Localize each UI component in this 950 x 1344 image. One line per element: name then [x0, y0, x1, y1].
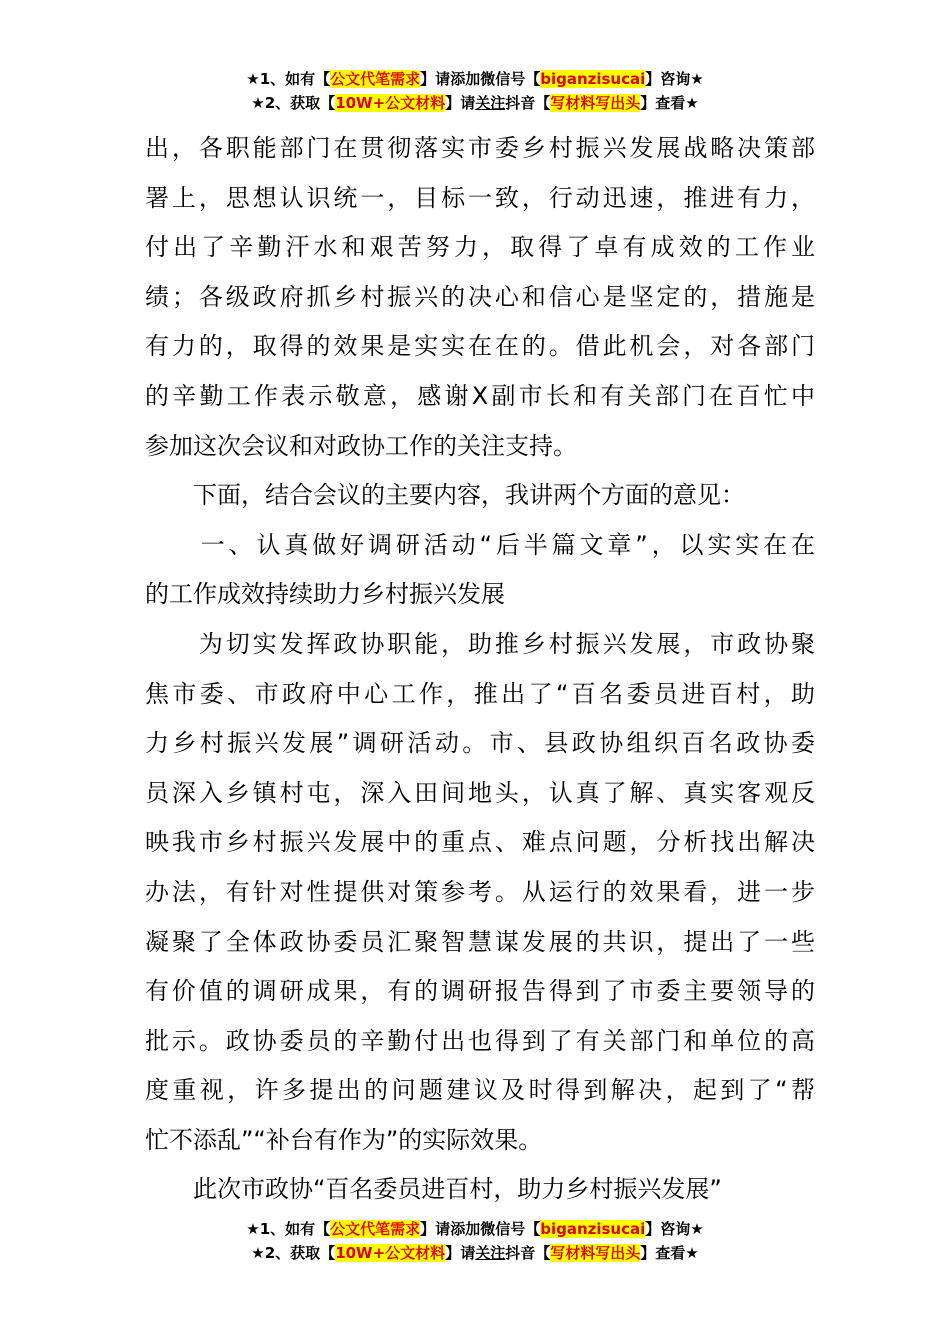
banner-strong: 添加 [450, 70, 481, 88]
banner-strong: 关注 [475, 94, 506, 112]
body-line: 下面，结合会议的主要内容，我讲两个方面的意见： [145, 481, 745, 510]
section-heading-line: 的工作成效持续助力乡村振兴发展 [145, 580, 505, 609]
document-body [145, 124, 815, 1215]
body-line: 力乡村振兴发展”调研活动。市、县政协组织百名政协委 [145, 729, 815, 758]
body-line: 批示。政协委员的辛勤付出也得到了有关部门和单位的高 [145, 1026, 815, 1055]
banner-text: 微信号【 [480, 1220, 541, 1238]
banner-text: ★1、如有【 [246, 70, 331, 88]
banner-text: 】请 [445, 94, 476, 112]
banner-highlight: 10W+公文材料 [335, 1244, 446, 1262]
banner-text: 】请 [445, 1244, 476, 1262]
banner-text: 】请 [420, 1220, 451, 1238]
banner-strong: 添加 [450, 1220, 481, 1238]
section-heading-line: 一、认真做好调研活动“后半篇文章”，以实实在在 [145, 530, 815, 559]
banner-text: 抖音【 [505, 1244, 551, 1262]
banner-highlight: biganzisucai [540, 1220, 646, 1238]
body-line: 有价值的调研成果，有的调研报告得到了市委主要领导的 [145, 977, 815, 1006]
header-banner-line-1 [0, 68, 950, 90]
banner-text: ★2、获取【 [251, 94, 336, 112]
banner-text: 】咨询★ [645, 70, 704, 88]
banner-highlight: 10W+公文材料 [335, 94, 446, 112]
banner-highlight: 写材料写出头 [550, 1244, 641, 1262]
body-line: 焦市委、市政府中心工作，推出了“百名委员进百村，助 [145, 679, 815, 708]
body-line: 办法，有针对性提供对策参考。从运行的效果看，进一步 [145, 877, 815, 906]
header-banner-line-2 [0, 92, 950, 114]
banner-strong: 关注 [475, 1244, 506, 1262]
body-line: 度重视，许多提出的问题建议及时得到解决，起到了“帮 [145, 1076, 815, 1105]
body-line: 参加这次会议和对政协工作的关注支持。 [145, 431, 577, 460]
body-line: 付出了辛勤汗水和艰苦努力，取得了卓有成效的工作业 [145, 233, 815, 262]
banner-highlight: biganzisucai [540, 70, 646, 88]
body-line: 映我市乡村振兴发展中的重点、难点问题，分析找出解决 [145, 828, 815, 857]
body-line: 凝聚了全体政协委员汇聚智慧谋发展的共识，提出了一些 [145, 927, 815, 956]
body-line: 员深入乡镇村屯，深入田间地头，认真了解、真实客观反 [145, 778, 815, 807]
body-line: 署上，思想认识统一，目标一致，行动迅速，推进有力， [145, 183, 815, 212]
banner-highlight: 写材料写出头 [550, 94, 641, 112]
body-line: 的辛勤工作表示敬意，感谢X副市长和有关部门在百忙中 [145, 381, 815, 410]
banner-text: 抖音【 [505, 94, 551, 112]
body-line: 出，各职能部门在贯彻落实市委乡村振兴发展战略决策部 [145, 134, 815, 162]
banner-text: 微信号【 [480, 70, 541, 88]
body-line: 此次市政协“百名委员进百村，助力乡村振兴发展” [145, 1175, 722, 1204]
banner-text: 】请 [420, 70, 451, 88]
body-line: 绩；各级政府抓乡村振兴的决心和信心是坚定的，措施是 [145, 282, 815, 311]
body-line: 有力的，取得的效果是实实在在的。借此机会，对各部门 [145, 332, 815, 361]
banner-text: 】查看★ [640, 94, 699, 112]
body-line: 忙不添乱”“补台有作为”的实际效果。 [145, 1125, 543, 1154]
banner-highlight: 公文代笔需求 [330, 1220, 421, 1238]
banner-text: ★2、获取【 [251, 1244, 336, 1262]
banner-text: 】咨询★ [645, 1220, 704, 1238]
banner-text: ★1、如有【 [246, 1220, 331, 1238]
footer-banner-line-2 [0, 1242, 950, 1264]
banner-highlight: 公文代笔需求 [330, 70, 421, 88]
body-line: 为切实发挥政协职能，助推乡村振兴发展，市政协聚 [145, 629, 815, 658]
footer-banner-line-1 [0, 1218, 950, 1240]
banner-text: 】查看★ [640, 1244, 699, 1262]
